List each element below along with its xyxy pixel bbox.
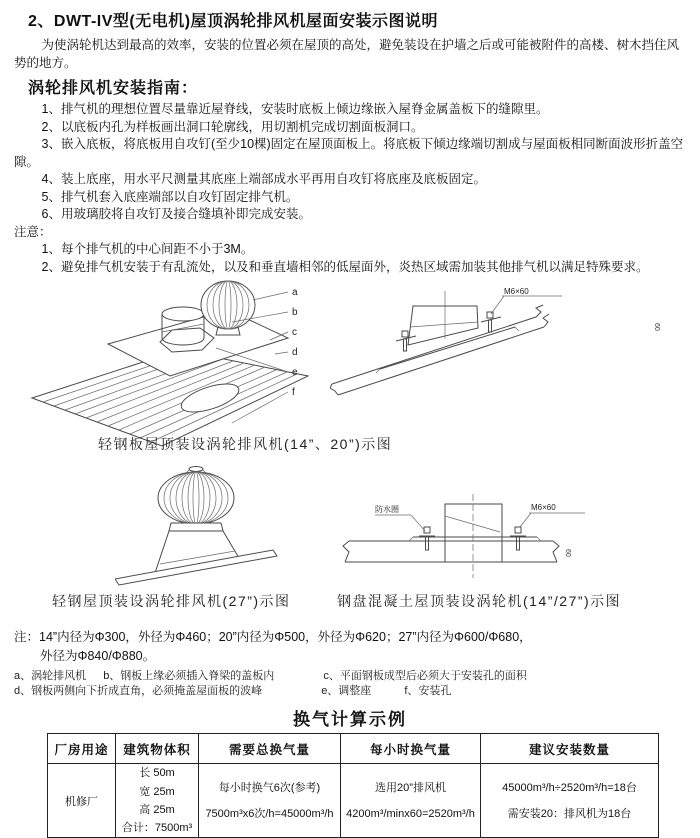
page-title: 2、DWT-IV型(无电机)屋顶涡轮排风机屋面安装示图说明 [28,13,439,30]
cell-suggestion [481,764,659,838]
exploded-view-diagram [20,278,320,450]
volume-width: 宽 25m [139,785,175,798]
part-label-b: b [292,307,298,318]
legend-e: e、调整座 [321,685,372,698]
right-anchor-bolt-shape [510,527,526,550]
notice-heading: 注意： [14,224,52,239]
notice-item-2: 2、避免排气机安装于有乱流处，以及和垂直墙相邻的低屋面外，炎热区域需加装其他排气机以满足特殊要求。 [41,259,649,274]
volume-total: 合计：7500m³ [121,821,193,834]
thickness-dim-label-2: 60 [564,549,571,557]
slope-roof-section-diagram [330,281,700,399]
legend-d: d、钢板两侧向下折成直角，必须掩盖屋面板的波峰 [14,685,263,698]
table-header-row [48,734,659,764]
part-label-e: e [292,367,298,378]
legend-b: b、钢板上缘必须插入脊梁的盖板内 [103,669,275,682]
header-suggestion: 建议安装数量 [481,734,659,764]
guide-step-1: 1、排气机的理想位置尽量靠近屋脊线，安装时底板上倾边缘嵌入屋脊金属盖板下的缝隙里。 [41,102,549,116]
size-note [14,628,686,666]
guide-step-2: 2、以底板内孔为样板画出洞口轮廓线，用切割机完成切割面板洞口。 [41,119,424,134]
part-legend [14,669,686,701]
part-label-f: f [292,387,295,398]
concrete-slab-shape [343,541,559,562]
header-usage: 厂房用途 [48,734,116,764]
cell-usage: 机修厂 [48,764,116,838]
air-exchange-table [47,733,659,838]
legend-a: a、涡轮排风机 [14,669,87,682]
guide-heading: 涡轮排风机安装指南： [28,80,199,97]
curb-base-shape [408,291,478,345]
cell-hourly-air [341,764,481,838]
caption-steel-roof-14-20: 轻钢板屋顶装设涡轮排风机(14”、20”)示图 [98,436,393,452]
left-bolt-shape [396,331,416,351]
table-title: 换气计算示例 [293,710,407,730]
guide-step-5: 5、排气机套入底座端部以自攻钉固定排气机。 [41,189,299,204]
suggestion-line2: 需安装20：排风机为18台 [507,807,632,820]
volume-height: 高 25m [139,803,175,816]
size-note-line1: 注：14”内径为Φ300，外径为Φ460；20”内径为Φ500，外径为Φ620；27”内径为Φ600/Φ680， [14,630,532,644]
legend-c: c、平面钢板成型后必须大于安装孔的面积 [323,669,527,682]
thickness-dim-label: 60 [653,323,660,331]
part-label-d: d [292,347,298,358]
legend-row-1 [14,669,686,685]
table-data-row [48,764,659,838]
volume-length: 长 50m [139,767,175,780]
bolt-size-label: M6×60 [504,287,529,296]
bolt-size-label-2: M6×60 [531,503,556,512]
caption-steel-roof-27: 轻钢屋顶装设涡轮排风机(27”)示图 [52,593,291,609]
part-label-c: c [292,327,297,338]
guide-step-6: 6、用玻璃胶将自攻钉及接合缝填补即完成安装。 [41,207,311,221]
size-note-line2: 外径为Φ840/Φ880。 [40,648,156,663]
total-air-line1: 每小时换气6次(参考) [218,781,321,794]
base-plate-on-slope-shape [376,327,519,373]
notice-item-1: 1、每个排气机的中心间距不小于3M。 [41,242,254,256]
hourly-line1: 选用20”排风机 [375,781,446,794]
cell-volume [116,764,199,838]
header-volume: 建筑物体积 [116,734,199,764]
waterproof-ring-label: 防水圈 [375,505,399,514]
intro-paragraph: 为使涡轮机达到最高的效率，安装的位置必须在屋顶的高处，避免装设在护墙之后或可能被附件的高楼、树木挡住风势的地方。 [14,38,680,70]
total-air-line2: 7500m³x6次/h=45000m³/h [205,807,334,820]
legend-f: f、安装孔 [404,685,452,698]
header-hourly-air: 每小时换气量 [341,734,481,764]
turbine-neck-shape [169,523,223,531]
guide-step-4: 4、装上底座，用水平尺测量其底座上端部成水平再用自攻钉将底座及底板固定。 [41,172,486,186]
left-anchor-bolt-shape [419,527,435,550]
upstand-box-shape [445,504,502,562]
part-label-a: a [292,287,298,298]
diagram-area [14,278,686,616]
hourly-line2: 4200m³/minx60=2520m³/h [346,807,475,820]
cell-total-air [199,764,341,838]
header-total-air: 需要总换气量 [199,734,341,764]
caption-concrete-roof: 钢盘混凝土屋顶装设涡轮机(14”/27”)示图 [337,593,622,609]
guide-steps [14,101,686,224]
guide-step-3: 3、嵌入底板，将底板用自攻钉(至少10棵)固定在屋顶面板上。将底板下倾边缘端切割成与屋面板相同断面波形折盖空隙。 [14,137,684,169]
legend-row-2 [14,684,686,700]
turbine-27-diagram [115,461,295,593]
suggestion-line1: 45000m³/h÷2520m³/h=18台 [502,781,637,794]
concrete-roof-section-diagram [335,486,695,586]
turbine-27-head-shape [158,467,234,525]
